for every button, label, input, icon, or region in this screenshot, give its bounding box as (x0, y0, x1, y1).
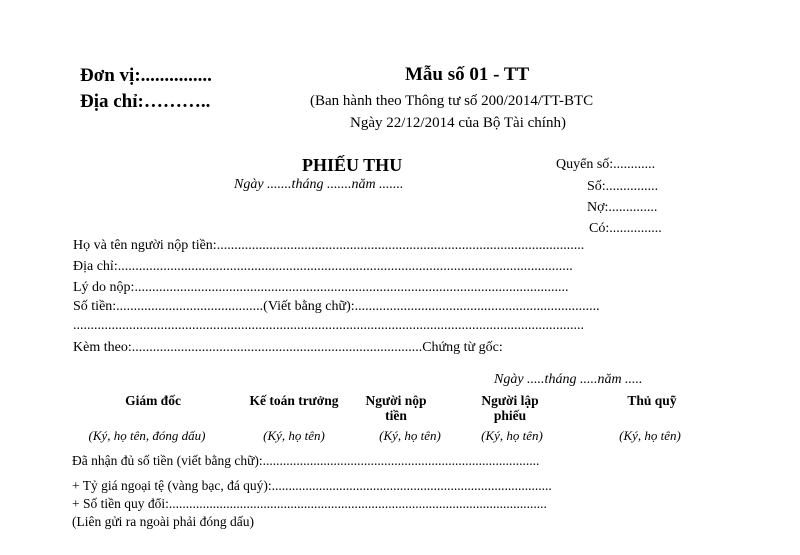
form-number: Mẫu số 01 - TT (405, 64, 530, 85)
received-amount-line: Đã nhận đủ số tiền (viết bằng chữ):.................................................................................. (72, 453, 540, 468)
signature-title-payer: Người nộp tiền (365, 393, 427, 423)
receipt-number: Số:............... (587, 179, 659, 194)
receipt-title: PHIẾU THU (302, 155, 403, 175)
address-field: Địa chỉ:……….. (80, 91, 211, 112)
unit-field: Đơn vị:............... (80, 65, 212, 86)
amount-continuation-line: .................................................................................................................................................. (73, 318, 584, 333)
payer-name-line: Họ và tên người nộp tiền:......................................................................................................... (73, 238, 585, 253)
signature-title-chief-accountant: Kế toán trưởng (249, 393, 339, 408)
credit-account: Có:............... (589, 221, 662, 236)
signature-date: Ngày .....tháng .....năm ..... (494, 372, 643, 387)
signature-note-preparer: (Ký, họ tên) (481, 428, 543, 443)
issued-by-line-2: Ngày 22/12/2014 của Bộ Tài chính) (350, 115, 566, 131)
signature-note-cashier: (Ký, họ tên) (619, 428, 681, 443)
exchange-rate-line: + Tỷ giá ngoại tệ (vàng bạc, đá quý):................................................................................... (72, 478, 552, 493)
payer-address-line: Địa chỉ:.................................................................................................................................. (73, 259, 573, 274)
receipt-date: Ngày .......tháng .......năm ....... (234, 177, 404, 192)
signature-title-preparer: Người lập phiếu (481, 393, 539, 423)
book-number: Quyển số:............ (556, 157, 656, 172)
attached-line: Kèm theo:...................................................................................Chứng từ gốc: (73, 340, 503, 355)
signature-note-payer: (Ký, họ tên) (379, 428, 441, 443)
converted-amount-line: + Số tiền quy đổi:................................................................................................................ (72, 496, 547, 511)
stamp-note: (Liên gửi ra ngoài phải đóng dấu) (72, 514, 255, 529)
issued-by-line-1: (Ban hành theo Thông tư số 200/2014/TT-BTC (310, 93, 594, 109)
amount-line: Số tiền:..........................................(Viết bằng chữ):...................................................................... (73, 299, 600, 314)
signature-note-director: (Ký, họ tên, đóng dấu) (88, 428, 206, 443)
signature-title-director: Giám đốc (125, 393, 181, 408)
signature-title-cashier: Thủ quỹ (627, 393, 677, 408)
signature-note-chief-accountant: (Ký, họ tên) (263, 428, 325, 443)
reason-line: Lý do nộp:............................................................................................................................ (73, 280, 569, 295)
debit-account: Nợ:.............. (587, 200, 658, 215)
